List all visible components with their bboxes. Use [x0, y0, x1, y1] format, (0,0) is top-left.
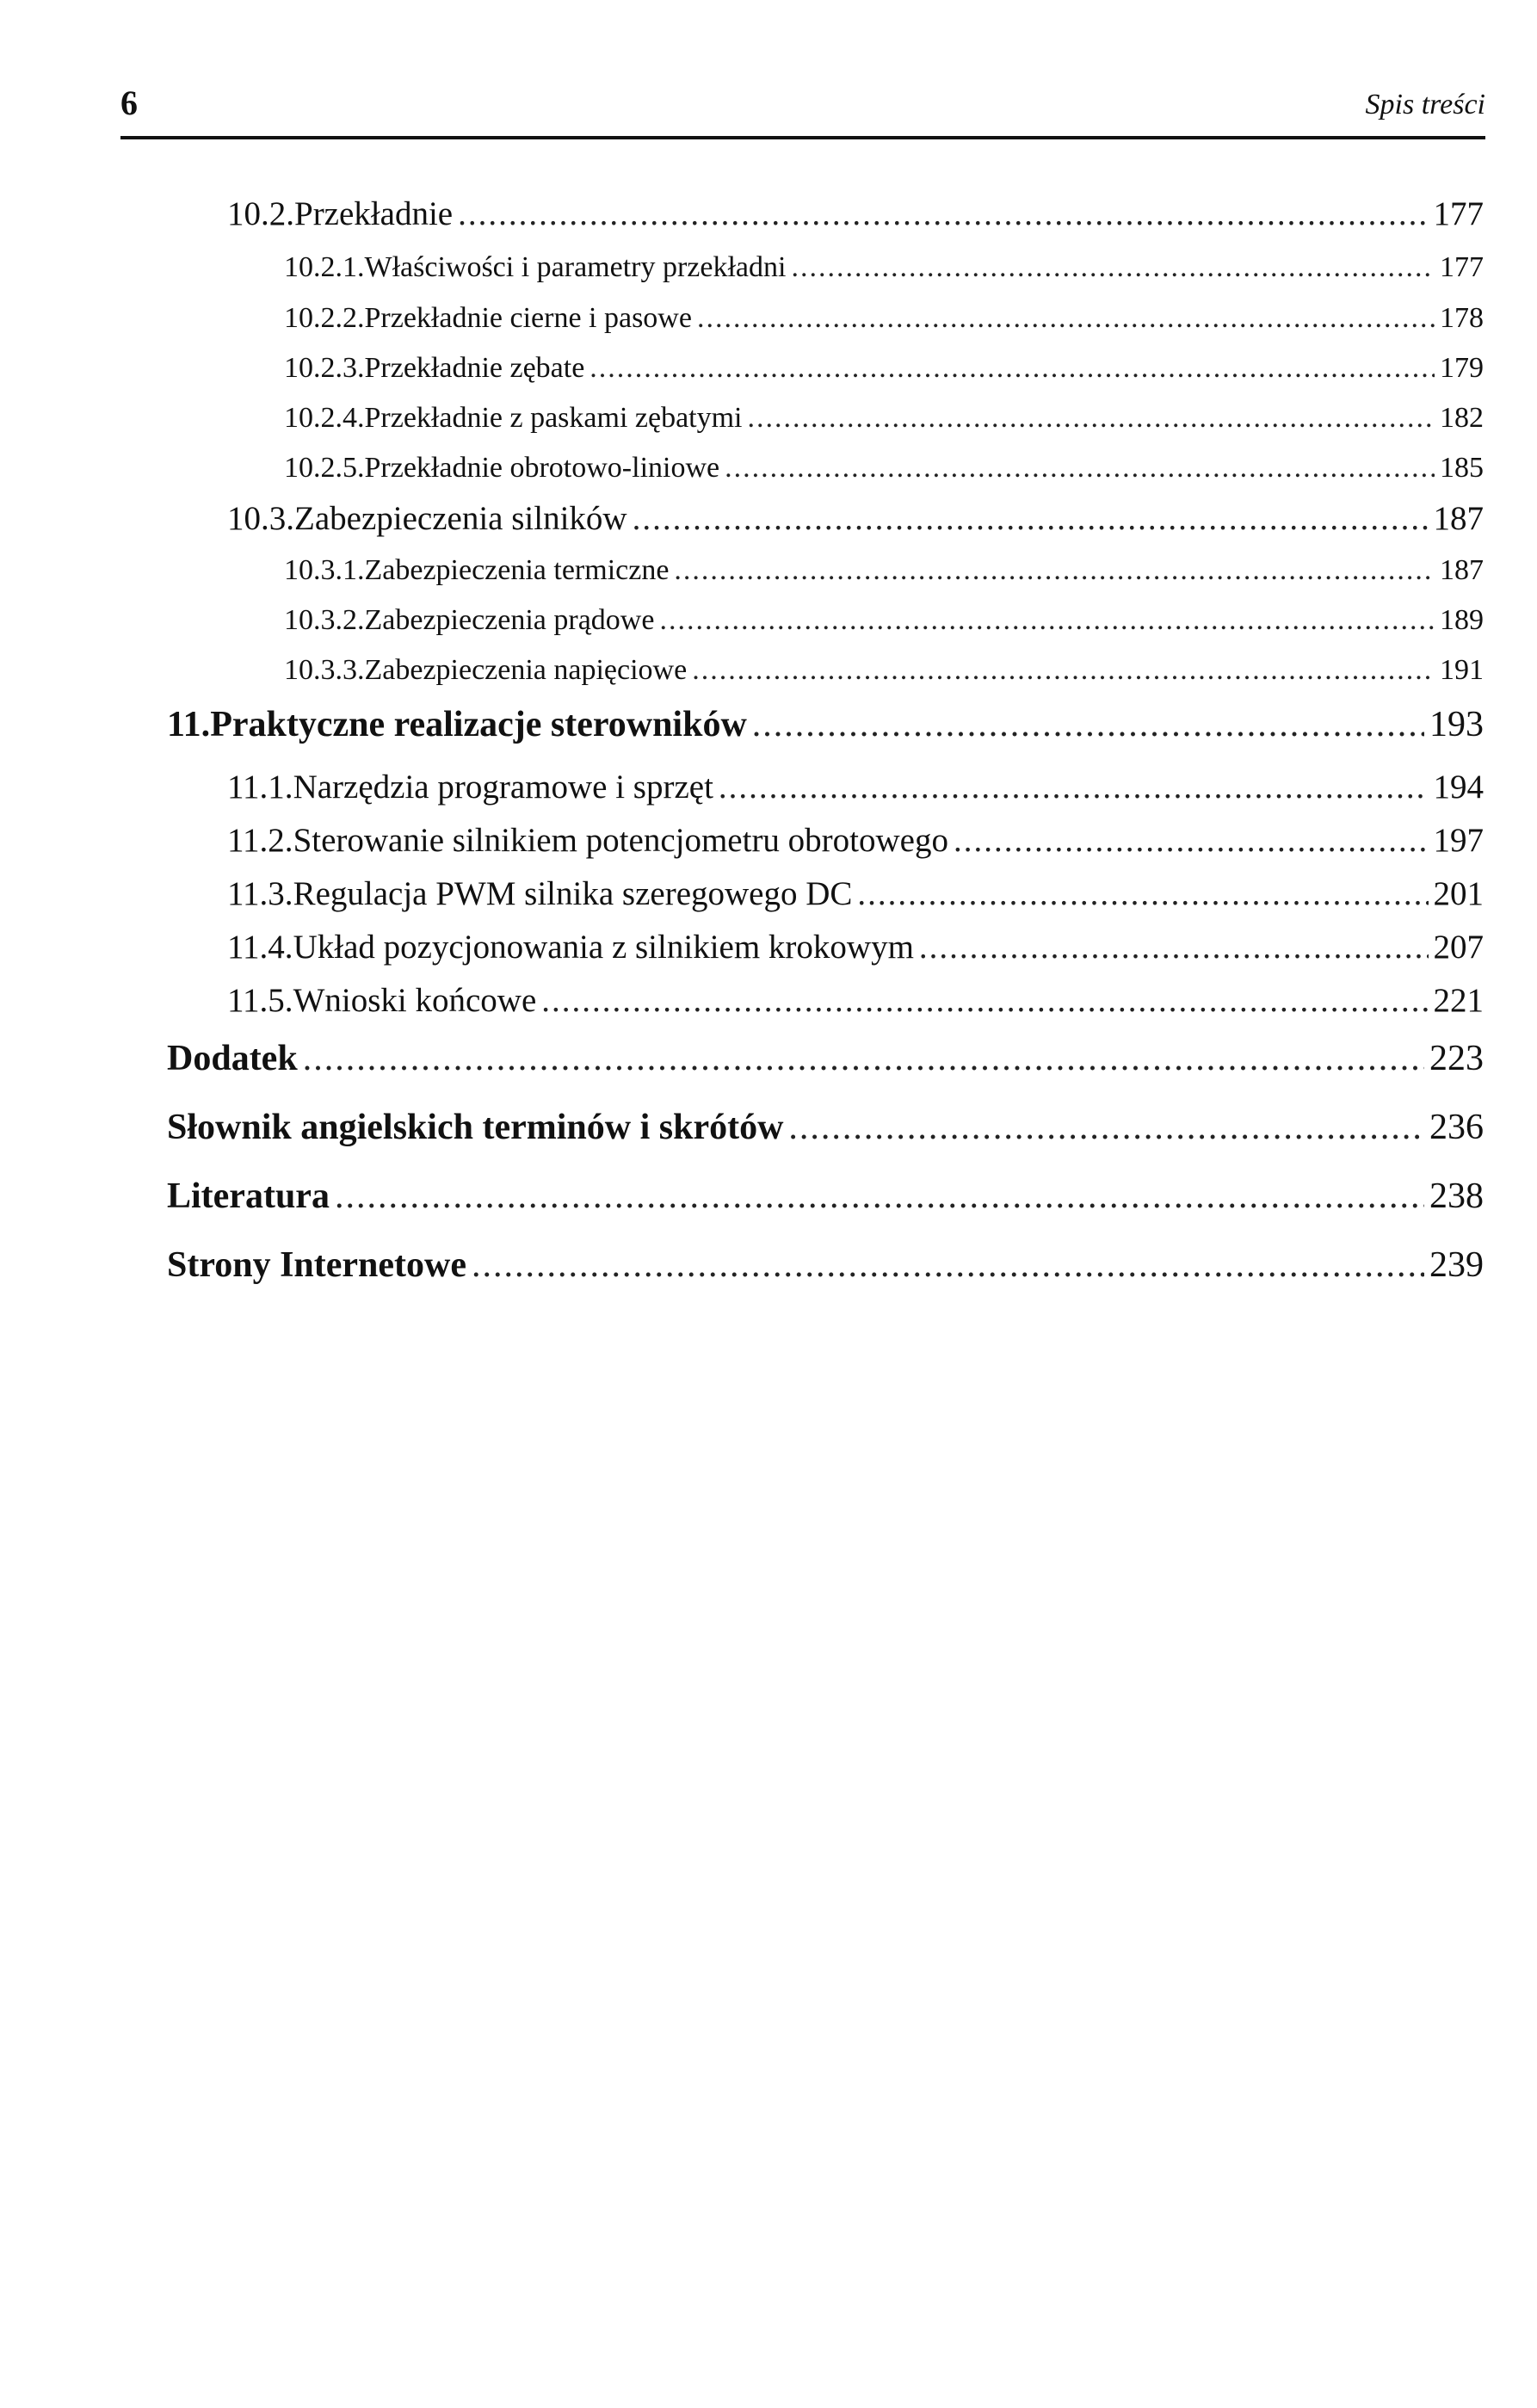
- toc-entry-title: Regulacja PWM silnika szeregowego DC: [293, 875, 853, 912]
- page-number: 6: [120, 83, 138, 122]
- running-head: Spis treści: [1365, 89, 1485, 120]
- toc-entry-page: 197: [1433, 822, 1484, 859]
- toc-entry-number: 10.2.2.: [284, 302, 365, 334]
- toc-entry-title: Sterowanie silnikiem potencjometru obrotowego: [293, 822, 948, 859]
- toc-entry-subsection: [284, 402, 1484, 440]
- toc-entry-number: 11.1.: [227, 769, 293, 806]
- toc-entry-chapter: [167, 704, 1484, 750]
- toc-entry-page: 207: [1433, 929, 1484, 966]
- toc-entry-number: 10.3.2.: [284, 604, 365, 636]
- toc-entry-title: Praktyczne realizacje sterowników: [210, 705, 747, 744]
- toc-entry-section: [227, 874, 1484, 917]
- dot-leader: [335, 1176, 1424, 1217]
- toc-entry-page: 223: [1429, 1039, 1484, 1078]
- toc-entry-subsection: [284, 654, 1484, 692]
- toc-entry-title: Narzędzia programowe i sprzęt: [293, 769, 713, 806]
- toc-entry-page: 238: [1429, 1176, 1484, 1216]
- toc-entry-number: 10.2.4.: [284, 402, 365, 434]
- toc-entry-title: Literatura: [167, 1176, 330, 1216]
- toc-entry-number: 10.2.: [227, 195, 294, 232]
- toc-entry-title: Zabezpieczenia termiczne: [364, 554, 670, 586]
- dot-leader: [954, 821, 1429, 860]
- toc-entry-number: 11.3.: [227, 875, 293, 912]
- dot-leader: [589, 352, 1435, 385]
- toc-entry-page: 185: [1440, 452, 1484, 484]
- toc-entry-number: 11.5.: [227, 982, 293, 1019]
- dot-leader: [303, 1038, 1424, 1079]
- toc-entry-page: 193: [1429, 705, 1484, 744]
- toc-entry-subsection: [284, 452, 1484, 490]
- dot-leader: [659, 604, 1435, 637]
- header-rule: [120, 136, 1485, 139]
- toc-entry-number: 11.: [167, 705, 211, 744]
- dot-leader: [791, 251, 1435, 284]
- toc-entry-section: [227, 499, 1484, 542]
- dot-leader: [752, 704, 1424, 745]
- toc-entry-page: 191: [1440, 654, 1484, 686]
- toc-entry-number: 10.2.3.: [284, 352, 365, 384]
- toc-entry-page: 236: [1429, 1108, 1484, 1147]
- dot-leader: [541, 981, 1428, 1020]
- toc-entry-page: 221: [1433, 982, 1484, 1019]
- page-header: [120, 83, 1485, 134]
- toc-entry-page: 178: [1440, 302, 1484, 334]
- toc-entry-chapter: [167, 1038, 1484, 1084]
- toc-entry-title: Właściwości i parametry przekładni: [364, 251, 787, 283]
- toc-entry-number: 10.3.: [227, 500, 294, 537]
- toc-entry-section: [227, 194, 1484, 238]
- toc-entry-section: [227, 928, 1484, 971]
- dot-leader: [472, 1244, 1424, 1286]
- dot-leader: [697, 302, 1435, 335]
- toc-entry-number: 11.4.: [227, 929, 293, 966]
- toc-entry-page: 177: [1433, 195, 1484, 232]
- dot-leader: [748, 402, 1435, 435]
- toc-entry-title: Wnioski końcowe: [293, 982, 537, 1019]
- toc-entry-page: 194: [1433, 769, 1484, 806]
- toc-entry-title: Zabezpieczenia napięciowe: [364, 654, 688, 686]
- toc-entry-section: [227, 768, 1484, 811]
- toc-entry-title: Przekładnie obrotowo-liniowe: [364, 452, 720, 484]
- toc-entry-title: Strony Internetowe: [167, 1245, 467, 1285]
- toc-entry-page: 189: [1440, 604, 1484, 636]
- dot-leader: [674, 554, 1435, 587]
- toc-entry-title: Przekładnie cierne i pasowe: [364, 302, 692, 334]
- dot-leader: [919, 928, 1429, 966]
- toc-entry-subsection: [284, 604, 1484, 642]
- toc-entry-number: 11.2.: [227, 822, 293, 859]
- toc-entry-title: Słownik angielskich terminów i skrótów: [167, 1108, 784, 1147]
- toc-entry-subsection: [284, 352, 1484, 390]
- dot-leader: [725, 452, 1435, 485]
- dot-leader: [719, 768, 1429, 806]
- toc-entry-chapter: [167, 1244, 1484, 1291]
- toc-entry-title: Przekładnie: [294, 195, 454, 232]
- toc-entry-chapter: [167, 1176, 1484, 1222]
- toc-entry-subsection: [284, 251, 1484, 289]
- dot-leader: [788, 1107, 1424, 1148]
- toc-entry-page: 239: [1429, 1245, 1484, 1285]
- toc-entry-number: 10.2.5.: [284, 452, 365, 484]
- toc-entry-subsection: [284, 302, 1484, 340]
- toc-entry-section: [227, 821, 1484, 864]
- toc-entry-title: Zabezpieczenia silników: [294, 500, 627, 537]
- toc-entry-page: 177: [1440, 251, 1484, 283]
- dot-leader: [857, 874, 1428, 913]
- toc-entry-number: 10.2.1.: [284, 251, 365, 283]
- toc-entry-chapter: [167, 1107, 1484, 1153]
- dot-leader: [692, 654, 1435, 687]
- toc-entry-section: [227, 981, 1484, 1024]
- toc-entry-number: 10.3.3.: [284, 654, 365, 686]
- toc-entry-title: Zabezpieczenia prądowe: [364, 604, 655, 636]
- toc-entry-title: Układ pozycjonowania z silnikiem krokowym: [293, 929, 914, 966]
- toc-entry-page: 201: [1433, 875, 1484, 912]
- toc-entry-page: 179: [1440, 352, 1484, 384]
- toc-entry-page: 182: [1440, 402, 1484, 434]
- toc-entry-title: Dodatek: [167, 1039, 298, 1078]
- dot-leader: [633, 499, 1429, 538]
- toc-entry-title: Przekładnie zębate: [364, 352, 585, 384]
- toc-entry-number: 10.3.1.: [284, 554, 365, 586]
- toc-entry-title: Przekładnie z paskami zębatymi: [364, 402, 743, 434]
- dot-leader: [458, 194, 1428, 233]
- toc-entry-page: 187: [1440, 554, 1484, 586]
- toc-entry-page: 187: [1433, 500, 1484, 537]
- toc-entry-subsection: [284, 554, 1484, 592]
